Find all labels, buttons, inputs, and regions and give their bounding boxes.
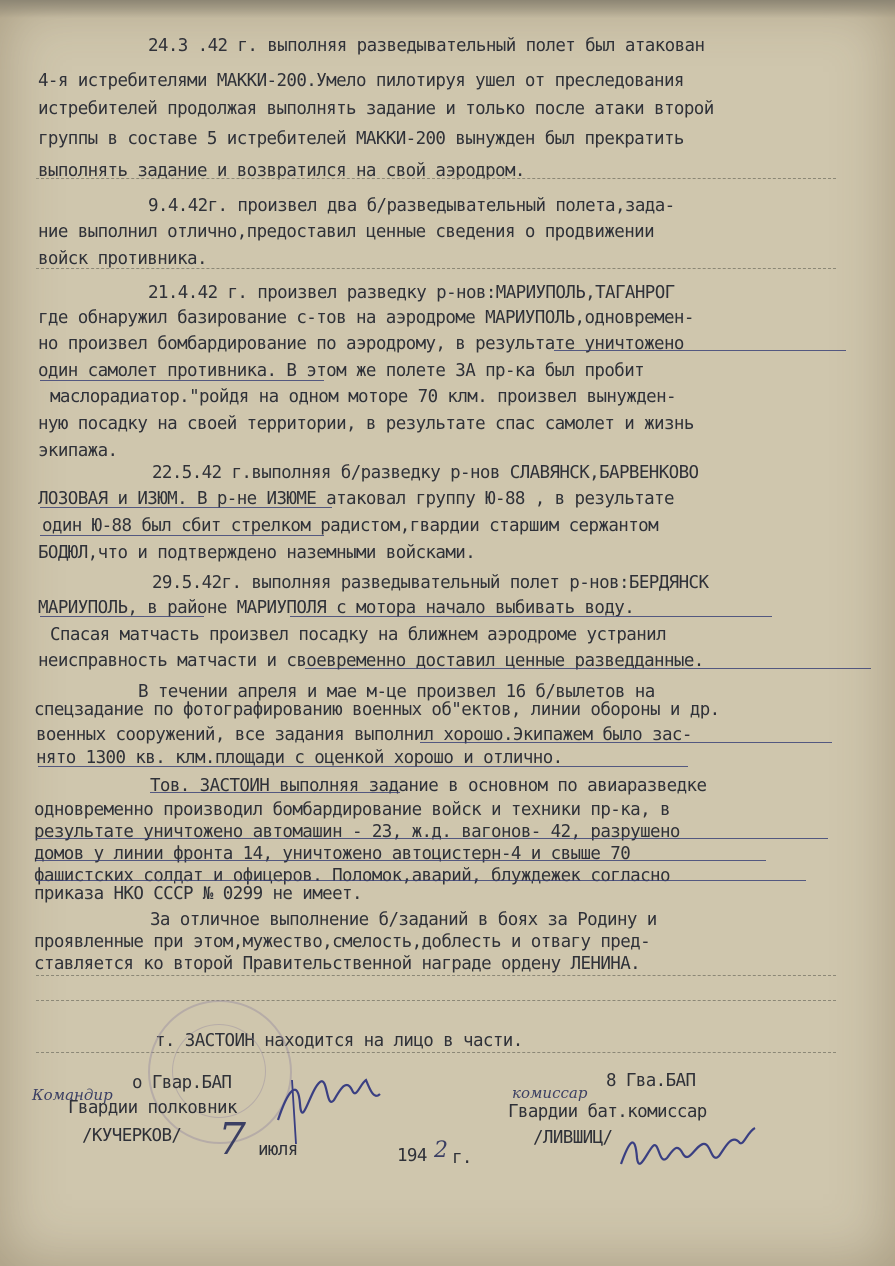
text-line: ЛОЗОВАЯ и ИЗЮМ. В р-не ИЗЮМЕ атаковал группу Ю-88 , в результате — [38, 489, 674, 509]
pencil-underline — [150, 792, 400, 793]
text-line: В течении апреля и мае м-це произвел 16 б/вылетов на — [138, 682, 655, 702]
text-line: ние выполнил отлично,предоставил ценные сведения о продвижении — [38, 222, 655, 242]
text-line: нято 1300 кв. клм.площади с оценкой хорошо и отлично. — [36, 748, 563, 768]
text-line: 9.4.42г. произвел два б/разведывательный полета,зада- — [148, 196, 675, 216]
text-line: выполнять задание и возвратился на свой аэродром. — [38, 161, 525, 181]
pencil-underline — [420, 742, 832, 743]
text-line: неисправность матчасти и своевременно доставил ценные разведданные. — [38, 651, 704, 671]
text-line: один самолет противника. В этом же полете ЗА пр-ка был пробит — [38, 361, 645, 381]
text-line: МАРИУПОЛЬ, в районе МАРИУПОЛЯ с мотора начало выбивать воду. — [38, 598, 635, 618]
pencil-underline — [40, 507, 332, 508]
text-line: но произвел бомбардирование по аэродрому, в результате уничтожено — [38, 334, 684, 354]
commissar-name: /ЛИВШИЦ/ — [533, 1128, 613, 1148]
text-line: маслорадиатор."ройдя на одном моторе 70 клм. произвел вынужден- — [50, 387, 676, 407]
text-line: одновременно производил бомбардирование войск и техники пр-ка, в — [34, 800, 670, 820]
pencil-underline — [290, 616, 772, 617]
date-year-prefix: 194 — [397, 1146, 427, 1166]
text-line: экипажа. — [38, 441, 118, 461]
text-line: 29.5.42г. выполняя разведывательный полет р-нов:БЕРДЯНСК — [152, 573, 709, 593]
text-line: 22.5.42 г.выполняя б/разведку р-нов СЛАВЯНСК,БАРВЕНКОВО — [152, 463, 699, 483]
commissar-regiment: 8 Гва.БАП — [606, 1071, 696, 1091]
text-line: БОДЮЛ,что и подтверждено наземными войсками. — [38, 543, 476, 563]
pencil-underline — [38, 766, 688, 767]
pencil-underline — [36, 880, 806, 881]
text-line: группы в составе 5 истребителей МАККИ-200 вынужден был прекратить — [38, 129, 684, 149]
commissar-signature — [615, 1112, 765, 1182]
text-line: приказа НКО СССР № 0299 не имеет. — [34, 884, 362, 904]
blank-line — [36, 268, 836, 269]
pencil-underline — [40, 535, 324, 536]
text-line: Тов. ЗАСТОИН выполняя задание в основном по авиаразведке — [150, 776, 707, 796]
text-line: домов у линии фронта 14, уничтожено автоцистерн-4 и свыше 70 — [34, 844, 631, 864]
commander-name: /КУЧЕРКОВ/ — [82, 1126, 182, 1146]
commander-regiment: о Гвар.БАП — [132, 1073, 232, 1093]
text-line: ную посадку на своей территории, в результате спас самолет и жизнь — [38, 414, 694, 434]
text-line: один Ю-88 был сбит стрелком радистом,гвардии старшим сержантом — [42, 516, 659, 536]
text-line: где обнаружил базирование с-тов на аэродроме МАРИУПОЛЬ,одновремен- — [38, 308, 694, 328]
date-year-digit: 2 — [434, 1138, 448, 1163]
date-day: 7 — [218, 1114, 246, 1165]
commander-handwritten-label: Командир — [32, 1086, 113, 1104]
text-line: истребителей продолжая выполнять задание и только после атаки второй — [38, 99, 714, 119]
commissar-rank: Гвардии бат.комиссар — [508, 1102, 707, 1122]
commander-rank: Гвардии полковник — [68, 1098, 237, 1118]
pencil-underline — [305, 668, 871, 669]
text-line: 24.3 .42 г. выполняя разведывательный полет был атакован — [148, 36, 705, 56]
commissar-handwritten-label: комиссар — [512, 1084, 588, 1102]
date-month: июля — [258, 1140, 298, 1160]
text-line: ставляется ко второй Правительственной награде ордену ЛЕНИНА. — [34, 954, 641, 974]
text-line: 21.4.42 г. произвел разведку р-нов:МАРИУПОЛЬ,ТАГАНРОГ — [148, 283, 675, 303]
text-line: военных сооружений, все задания выполнил хорошо.Экипажем было зас- — [36, 725, 692, 745]
text-line: войск противника. — [38, 249, 207, 269]
pencil-underline — [40, 616, 204, 617]
pencil-underline — [40, 380, 324, 381]
text-line: проявленные при этом,мужество,смелость,доблесть и отвагу пред- — [34, 932, 651, 952]
commander-signature — [270, 1060, 390, 1150]
pencil-underline — [36, 838, 828, 839]
text-line: 4-я истребителями МАККИ-200.Умело пилотируя ушел от преследования — [38, 71, 684, 91]
text-line: т. ЗАСТОИН находится на лицо в части. — [155, 1031, 523, 1051]
blank-line — [36, 178, 836, 179]
blank-line — [36, 1000, 836, 1001]
text-line: фашистских солдат и офицеров. Поломок,аварий, блуждежек согласно — [34, 866, 670, 886]
text-line: Спасая матчасть произвел посадку на ближнем аэродроме устранил — [50, 625, 667, 645]
pencil-underline — [554, 350, 846, 351]
text-line: За отличное выполнение б/заданий в боях за Родину и — [150, 910, 657, 930]
text-line: спецзадание по фотографированию военных об"ектов, линии обороны и др. — [34, 700, 720, 720]
blank-line — [36, 975, 836, 976]
pencil-underline — [36, 860, 766, 861]
date-suffix: г. — [452, 1148, 472, 1168]
text-line: результате уничтожено автомашин - 23, ж.д. вагонов- 42, разрушено — [34, 822, 680, 842]
